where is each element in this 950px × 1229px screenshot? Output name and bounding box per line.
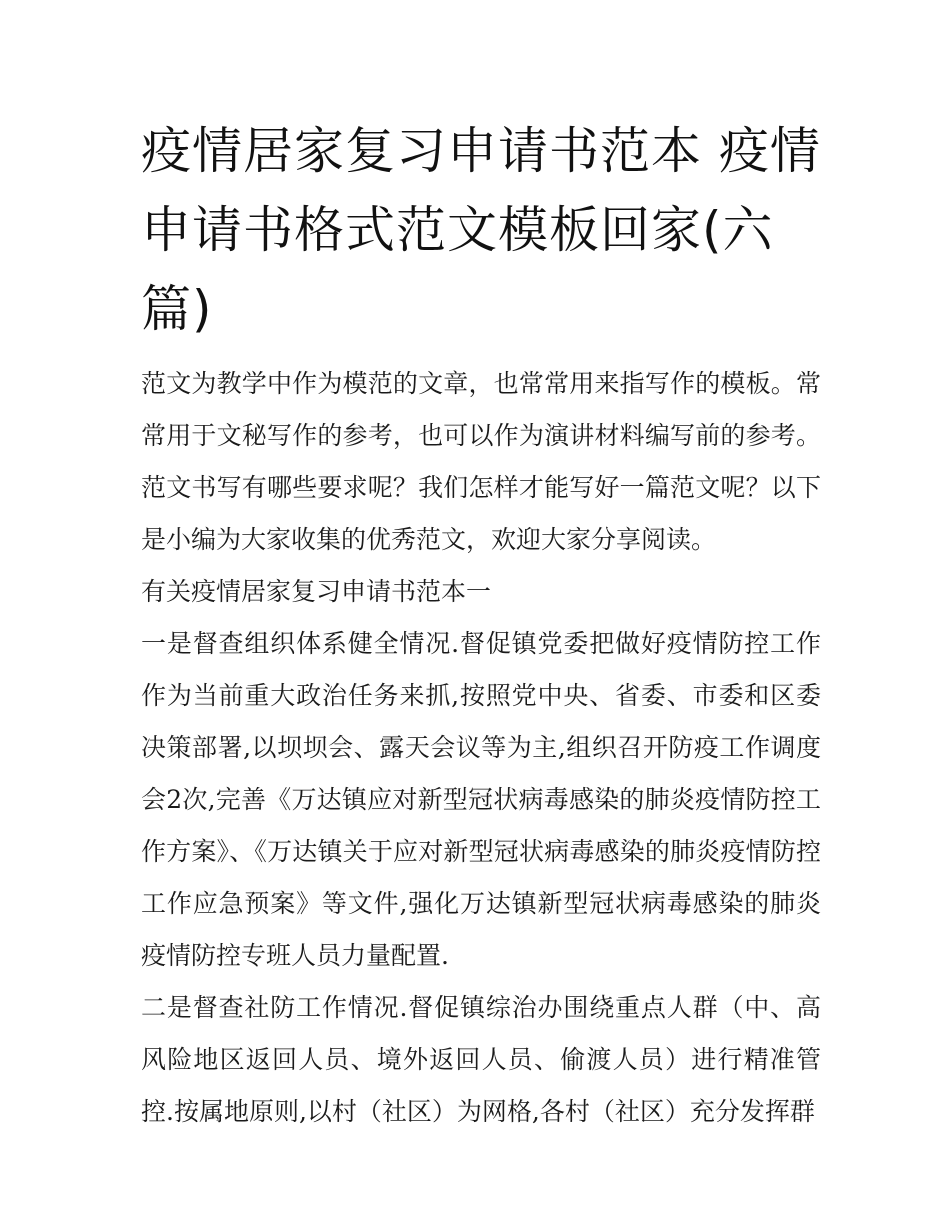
section-heading: 有关疫情居家复习申请书范本一 (141, 577, 492, 606)
document-body (141, 358, 821, 1138)
document-title: 疫情居家复习申请书范本 疫情申请书格式范文模板回家(六篇) (141, 122, 821, 338)
intro-paragraph: 范文为教学中作为模范的文章，也常常用来指写作的模板。常常用于文秘写作的参考，也可以作为演讲材料编写前的参考。范文书写有哪些要求呢？我们怎样才能写好一篇范文呢？以下是小编为大家收集的优秀范文，欢迎大家分享阅读。 (141, 369, 821, 554)
body-paragraph: 二是督查社防工作情况.督促镇综治办围绕重点人群（中、高风险地区返回人员、境外返回人员、偷渡人员）进行精准管控.按属地原则,以村（社区）为网格,各村（社区）充分发挥群 (141, 993, 821, 1126)
body-paragraph: 一是督查组织体系健全情况.督促镇党委把做好疫情防控工作作为当前重大政治任务来抓,按照党中央、省委、市委和区委决策部署,以坝坝会、露天会议等为主,组织召开防疫工作调度会2次,完善《万达镇应对新型冠状病毒感染的肺炎疫情防控工作方案》、《万达镇关于应对新型冠状病毒感染的肺炎疫情防控工作应急预案》等文件,强化万达镇新型冠状病毒感染的肺炎疫情防控专班人员力量配置. (141, 629, 821, 970)
